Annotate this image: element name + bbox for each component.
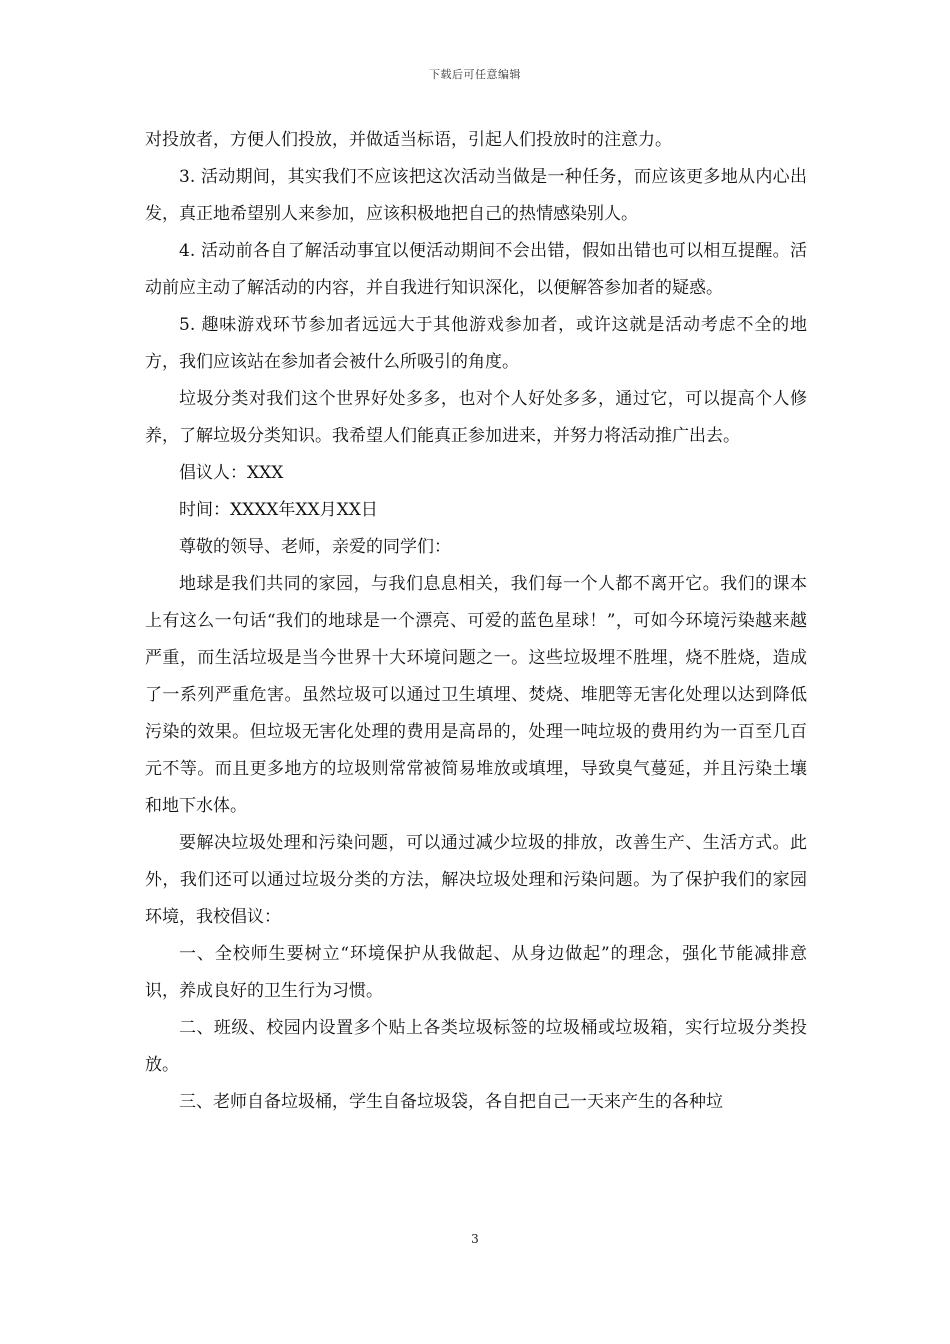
paragraph-continuation: 对投放者，方便人们投放，并做适当标语，引起人们投放时的注意力。	[145, 130, 672, 150]
page-number: 3	[471, 1232, 479, 1246]
paragraph-proposal-3: 三、老师自备垃圾桶，学生自备垃圾袋，各自把自己一天来产生的各种垃	[179, 1092, 723, 1112]
paragraph-date: 时间：XXXX年XX月XX日	[179, 500, 378, 520]
paragraph-proposal-2: 二、班级、校园内设置多个贴上各类垃圾标签的垃圾桶或垃圾箱，实行垃圾分类投放。	[145, 1018, 807, 1075]
paragraph-solution: 要解决垃圾处理和污染问题，可以通过减少垃圾的排放，改善生产、生活方式。此外，我们还可以通过垃圾分类的方法，解决垃圾处理和污染问题。为了保护我们的家园环境，我校倡议：	[145, 833, 807, 927]
paragraph-item-3: 3. 活动期间，其实我们不应该把这次活动当做是一种任务，而应该更多地从内心出发，真正地希望别人来参加，应该积极地把自己的热情感染别人。	[145, 167, 807, 224]
paragraph-summary: 垃圾分类对我们这个世界好处多多，也对个人好处多多，通过它，可以提高个人修养，了解垃圾分类知识。我希望人们能真正参加进来，并努力将活动推广出去。	[145, 389, 807, 446]
paragraph-item-4: 4. 活动前各自了解活动事宜以便活动期间不会出错，假如出错也可以相互提醒。活动前应主动了解活动的内容，并自我进行知识深化，以便解答参加者的疑惑。	[145, 241, 807, 298]
page-header: 下载后可任意编辑	[429, 68, 521, 81]
paragraph-proposal-1: 一、全校师生要树立“环境保护从我做起、从身边做起”的理念，强化节能减排意识，养成良好的卫生行为习惯。	[145, 944, 807, 1001]
paragraph-salutation: 尊敬的领导、老师，亲爱的同学们：	[179, 537, 451, 557]
paragraph-earth: 地球是我们共同的家园，与我们息息相关，我们每一个人都不离开它。我们的课本上有这么一句话“我们的地球是一个漂亮、可爱的蓝色星球！”，可如今环境污染越来越严重，而生活垃圾是当今世界十大环境问题之一。这些垃圾埋不胜埋，烧不胜烧，造成了一系列严重危害。虽然垃圾可以通过卫生填埋、焚烧、堆肥等无害化处理以达到降低污染的效果。但垃圾无害化处理的费用是高昂的，处理一吨垃圾的费用约为一百至几百元不等。而且更多地方的垃圾则常常被简易堆放或填埋，导致臭气蔓延，并且污染土壤和地下水体。	[145, 574, 807, 816]
document-body	[145, 122, 807, 1121]
paragraph-item-5: 5. 趣味游戏环节参加者远远大于其他游戏参加者，或许这就是活动考虑不全的地方，我们应该站在参加者会被什么所吸引的角度。	[145, 315, 807, 372]
paragraph-initiator: 倡议人：XXX	[179, 463, 284, 483]
